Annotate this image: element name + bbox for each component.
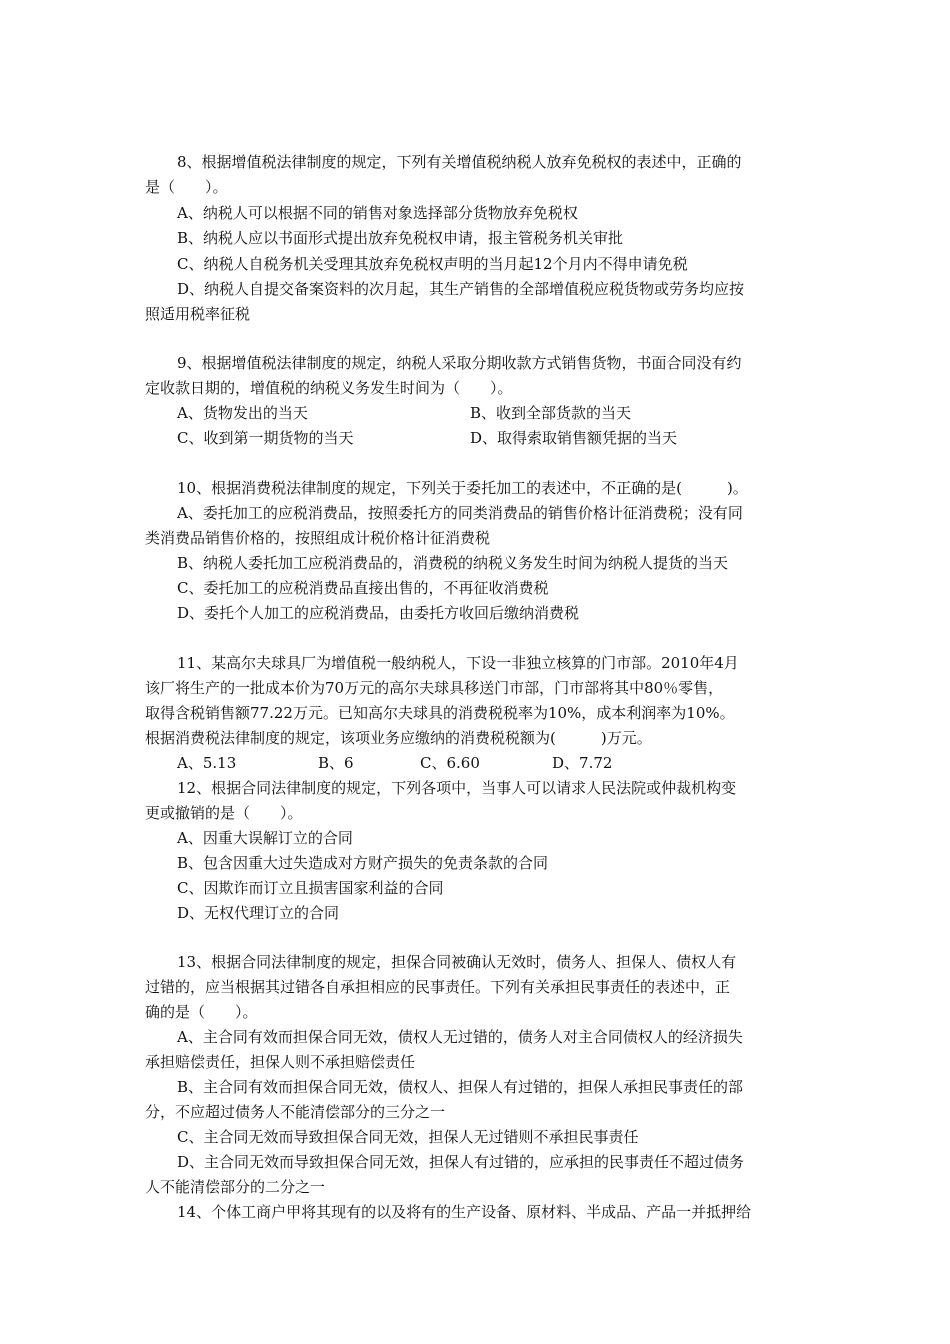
question-10-line-1: 10、根据消费税法律制度的规定，下列关于委托加工的表述中，不正确的是( )。 (177, 479, 748, 497)
question-11-line-3: 取得含税销售额77.22万元。已知高尔夫球具的消费税税率为10%，成本利润率为10%。 (145, 704, 735, 722)
question-13-option-a-line-1: A、主合同有效而担保合同无效，债权人无过错的，债务人对主合同债权人的经济损失 (177, 1028, 743, 1046)
question-11-option-c: C、6.60 (420, 754, 480, 772)
question-9-line-2: 定收款日期的，增值税的纳税义务发生时间为（ ）。 (145, 379, 513, 397)
question-13-line-3: 确的是（ ）。 (145, 1003, 258, 1021)
question-12-option-b: B、包含因重大过失造成对方财产损失的免责条款的合同 (177, 854, 549, 872)
question-10-option-d: D、委托个人加工的应税消费品，由委托方收回后缴纳消费税 (177, 604, 580, 622)
question-10-option-a-line-2: 类消费品销售价格的，按照组成计税价格计征消费税 (145, 529, 491, 547)
question-9-line-1: 9、根据增值税法律制度的规定，纳税人采取分期收款方式销售货物，书面合同没有约 (177, 354, 742, 372)
question-8-line-1: 8、根据增值税法律制度的规定，下列有关增值税纳税人放弃免税权的表述中，正确的 (177, 153, 742, 171)
question-11-line-4: 根据消费税法律制度的规定，该项业务应缴纳的消费税税额为( )万元。 (145, 729, 652, 747)
question-9-option-a: A、货物发出的当天 (177, 404, 308, 422)
question-12-option-d: D、无权代理订立的合同 (177, 904, 340, 922)
question-8-option-c: C、纳税人自税务机关受理其放弃免税权声明的当月起12个月内不得申请免税 (177, 255, 688, 273)
question-13-option-b-line-1: B、主合同有效而担保合同无效，债权人、担保人有过错的，担保人承担民事责任的部 (177, 1078, 744, 1096)
question-12-option-c: C、因欺诈而订立且损害国家利益的合同 (177, 879, 444, 897)
question-8-line-2: 是（ ）。 (145, 178, 228, 196)
question-11-line-1: 11、某高尔夫球具厂为增值税一般纳税人，下设一非独立核算的门市部。2010年4月 (177, 654, 739, 672)
question-14-line-1: 14、个体工商户甲将其现有的以及将有的生产设备、原材料、半成品、产品一并抵押给 (177, 1203, 752, 1221)
question-8-option-d-line-2: 照适用税率征税 (145, 305, 251, 323)
question-9-option-d: D、取得索取销售额凭据的当天 (470, 429, 678, 447)
question-9-option-c: C、收到第一期货物的当天 (177, 429, 354, 447)
question-13-option-c: C、主合同无效而导致担保合同无效，担保人无过错则不承担民事责任 (177, 1128, 639, 1146)
question-12-option-a: A、因重大误解订立的合同 (177, 829, 353, 847)
question-13-line-2: 过错的，应当根据其过错各自承担相应的民事责任。下列有关承担民事责任的表述中，正 (145, 978, 731, 996)
question-8-option-a: A、纳税人可以根据不同的销售对象选择部分货物放弃免税权 (177, 204, 578, 222)
question-10-option-a-line-1: A、委托加工的应税消费品，按照委托方的同类消费品的销售价格计征消费税；没有同 (177, 504, 743, 522)
question-10-option-b: B、纳税人委托加工应税消费品的，消费税的纳税义务发生时间为纳税人提货的当天 (177, 554, 729, 572)
question-13-line-1: 13、根据合同法律制度的规定，担保合同被确认无效时，债务人、担保人、债权人有 (177, 953, 737, 971)
question-12-line-2: 更或撤销的是（ ）。 (145, 804, 303, 822)
question-9-option-b: B、收到全部货款的当天 (470, 404, 632, 422)
question-11-option-d: D、7.72 (552, 754, 613, 772)
question-13-option-a-line-2: 承担赔偿责任，担保人则不承担赔偿责任 (145, 1053, 416, 1071)
question-13-option-d-line-2: 人不能清偿部分的二分之一 (145, 1178, 326, 1196)
question-13-option-d-line-1: D、主合同无效而导致担保合同无效，担保人有过错的，应承担的民事责任不超过债务 (177, 1153, 745, 1171)
question-8-option-d-line-1: D、纳税人自提交备案资料的次月起，其生产销售的全部增值税应税货物或劳务均应按 (177, 280, 745, 298)
question-11-line-2: 该厂将生产的一批成本价为70万元的高尔夫球具移送门市部，门市部将其中80％零售， (145, 679, 724, 697)
question-13-option-b-line-2: 分，不应超过债务人不能清偿部分的三分之一 (145, 1103, 446, 1121)
question-11-option-b: B、6 (318, 754, 354, 772)
question-8-option-b: B、纳税人应以书面形式提出放弃免税权申请，报主管税务机关审批 (177, 229, 624, 247)
question-10-option-c: C、委托加工的应税消费品直接出售的，不再征收消费税 (177, 579, 549, 597)
question-12-line-1: 12、根据合同法律制度的规定，下列各项中，当事人可以请求人民法院或仲裁机构变 (177, 779, 737, 797)
question-11-option-a: A、5.13 (177, 754, 237, 772)
